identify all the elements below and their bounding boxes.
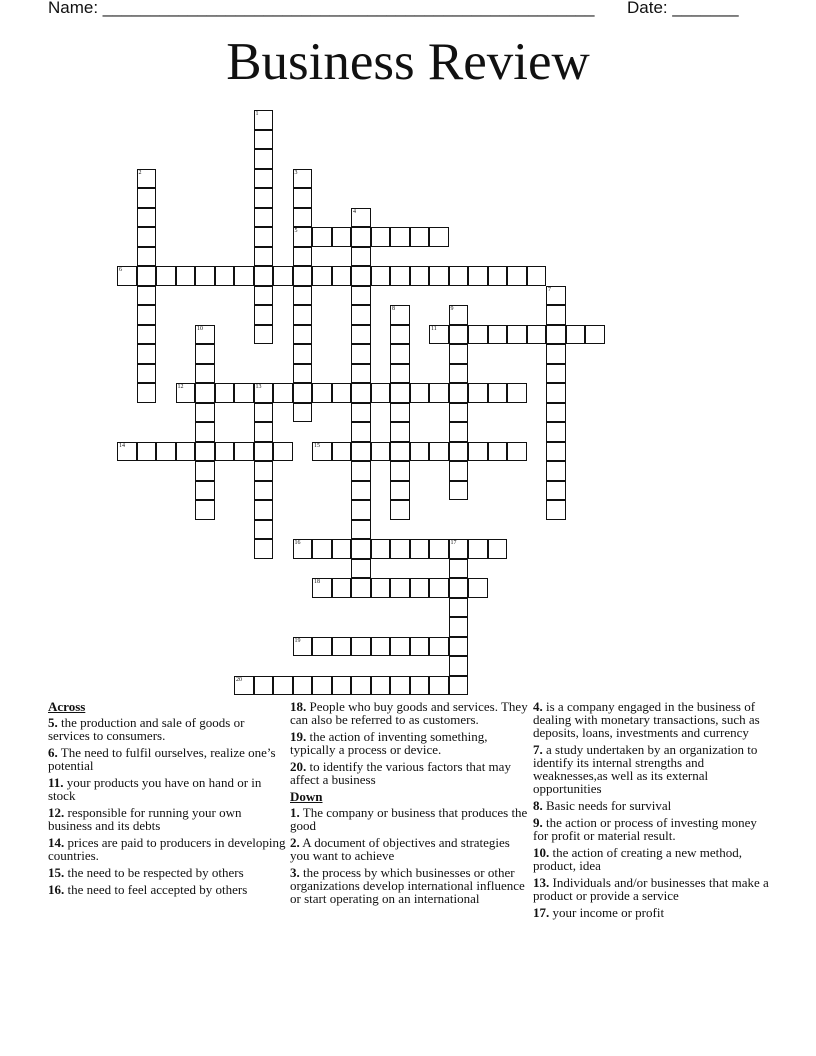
- crossword-cell[interactable]: [410, 266, 430, 286]
- clue-number: 5: [294, 228, 298, 234]
- crossword-cell[interactable]: [371, 266, 391, 286]
- crossword-cell[interactable]: [293, 383, 313, 403]
- clue-text: responsible for running your own business and its debts: [48, 805, 242, 833]
- crossword-cell[interactable]: [468, 383, 488, 403]
- crossword-cell[interactable]: [390, 344, 410, 364]
- crossword-cell[interactable]: [312, 266, 332, 286]
- crossword-cell[interactable]: [449, 364, 469, 384]
- clue-number-label: 1.: [290, 805, 300, 820]
- clue-item: [290, 836, 528, 862]
- clue-number-label: 4.: [533, 699, 543, 714]
- clue-text: your income or profit: [549, 905, 665, 920]
- crossword-cell[interactable]: [117, 266, 137, 286]
- crossword-cell[interactable]: [254, 286, 274, 306]
- crossword-cell[interactable]: [351, 676, 371, 696]
- crossword-cell[interactable]: [390, 500, 410, 520]
- clue-number-label: 5.: [48, 715, 58, 730]
- crossword-cell[interactable]: [351, 227, 371, 247]
- clue-number: 11: [431, 325, 437, 332]
- crossword-cell[interactable]: [234, 442, 254, 462]
- crossword-cell[interactable]: [410, 637, 430, 657]
- crossword-cell[interactable]: [351, 383, 371, 403]
- crossword-cell[interactable]: [371, 578, 391, 598]
- crossword-cell[interactable]: [449, 539, 469, 559]
- crossword-cell[interactable]: [176, 383, 196, 403]
- crossword-cell[interactable]: [371, 637, 391, 657]
- crossword-cell[interactable]: [137, 305, 157, 325]
- clue-text: Individuals and/or businesses that make a product or provide a service: [533, 875, 769, 903]
- clue-number: 4: [353, 208, 356, 215]
- crossword-cell[interactable]: [293, 305, 313, 325]
- clue-item: [48, 746, 286, 772]
- crossword-cell[interactable]: [390, 637, 410, 657]
- crossword-cell[interactable]: [254, 676, 274, 696]
- crossword-cell[interactable]: [254, 461, 274, 481]
- clue-text: to identify the various factors that may affect a business: [290, 759, 511, 787]
- clue-number: 2: [138, 169, 142, 176]
- crossword-cell[interactable]: [195, 344, 215, 364]
- clue-number: 12: [177, 384, 184, 390]
- clue-item: [48, 776, 286, 802]
- crossword-cell[interactable]: [234, 383, 254, 403]
- clue-number: 7: [548, 286, 551, 293]
- crossword-cell[interactable]: [137, 169, 157, 189]
- clue-text: your products you have on hand or in stock: [48, 775, 262, 803]
- crossword-cell[interactable]: [390, 364, 410, 384]
- crossword-cell[interactable]: [351, 500, 371, 520]
- clue-item: [533, 816, 771, 842]
- crossword-cell[interactable]: [429, 442, 449, 462]
- clues-column-2: [290, 700, 528, 909]
- clue-number-label: 17.: [533, 905, 550, 920]
- crossword-cell[interactable]: [546, 364, 566, 384]
- crossword-cell[interactable]: [566, 325, 586, 345]
- crossword-cell[interactable]: [215, 383, 235, 403]
- crossword-cell[interactable]: [390, 325, 410, 345]
- clue-item: [290, 806, 528, 832]
- crossword-cell[interactable]: [449, 442, 469, 462]
- crossword-cell[interactable]: [546, 383, 566, 403]
- crossword-cell[interactable]: [429, 325, 449, 345]
- clue-text: the action or process of investing money for profit or material result.: [533, 815, 757, 843]
- crossword-cell[interactable]: [312, 227, 332, 247]
- crossword-cell[interactable]: [449, 305, 469, 325]
- clue-text: The need to fulfil ourselves, realize one’s potential: [48, 745, 276, 773]
- crossword-cell[interactable]: [429, 266, 449, 286]
- crossword-cell[interactable]: [507, 442, 527, 462]
- clue-number: 15: [314, 442, 320, 449]
- crossword-cell[interactable]: [449, 422, 469, 442]
- clue-number-label: 11.: [48, 775, 64, 790]
- crossword-cell[interactable]: [429, 227, 449, 247]
- crossword-cell[interactable]: [507, 383, 527, 403]
- crossword-cell[interactable]: [332, 578, 352, 598]
- crossword-cell[interactable]: [351, 481, 371, 501]
- crossword-cell[interactable]: [176, 266, 196, 286]
- clue-text: the need to be respected by others: [64, 865, 244, 880]
- crossword-cell[interactable]: [137, 442, 157, 462]
- crossword-cell[interactable]: [390, 539, 410, 559]
- crossword-cell[interactable]: [312, 637, 332, 657]
- crossword-cell[interactable]: [195, 383, 215, 403]
- clue-number: 16: [294, 540, 301, 546]
- crossword-cell[interactable]: [254, 266, 274, 286]
- clue-number: 10: [197, 325, 203, 332]
- crossword-cell[interactable]: [449, 461, 469, 481]
- crossword-cell[interactable]: [312, 676, 332, 696]
- clue-item: [533, 743, 771, 795]
- crossword-cell[interactable]: [137, 383, 157, 403]
- page-title: Business Review: [226, 33, 590, 91]
- crossword-cell[interactable]: [390, 676, 410, 696]
- crossword-cell[interactable]: [390, 422, 410, 442]
- clue-number: 13: [255, 384, 262, 390]
- crossword-cell[interactable]: [429, 578, 449, 598]
- clue-number-label: 7.: [533, 742, 543, 757]
- crossword-cell[interactable]: [371, 442, 391, 462]
- crossword-cell[interactable]: [254, 149, 274, 169]
- crossword-cell[interactable]: [410, 539, 430, 559]
- clue-text: a study undertaken by an organization to identify its internal strengths and weaknesses,as well as its external opportunities: [533, 742, 758, 796]
- crossword-cell[interactable]: [195, 403, 215, 423]
- clue-item: [290, 700, 528, 726]
- clue-item: [290, 760, 528, 786]
- crossword-cell[interactable]: [195, 481, 215, 501]
- crossword-cell[interactable]: [273, 383, 293, 403]
- clue-number: 9: [450, 306, 454, 312]
- clue-item: [533, 700, 771, 739]
- crossword-cell[interactable]: [332, 442, 352, 462]
- crossword-cell[interactable]: [195, 325, 215, 345]
- crossword-cell[interactable]: [254, 481, 274, 501]
- crossword-cell[interactable]: [137, 266, 157, 286]
- crossword-cell[interactable]: [156, 442, 176, 462]
- clue-text: the process by which businesses or other organizations develop international influence or start operating on an international: [290, 865, 525, 906]
- clue-number: 1: [255, 111, 259, 117]
- crossword-cell[interactable]: [156, 266, 176, 286]
- date-field: Date: _______: [627, 0, 739, 17]
- clue-number-label: 18.: [290, 699, 307, 714]
- clue-item: [290, 730, 528, 756]
- crossword-cell[interactable]: [351, 461, 371, 481]
- crossword-cell[interactable]: [351, 208, 371, 228]
- crossword-cell[interactable]: [254, 169, 274, 189]
- crossword-cell[interactable]: [254, 520, 274, 540]
- crossword-cell[interactable]: [312, 442, 332, 462]
- crossword-cell[interactable]: [254, 539, 274, 559]
- crossword-cell[interactable]: [390, 403, 410, 423]
- down-heading: Down: [290, 789, 323, 804]
- crossword-cell[interactable]: [371, 227, 391, 247]
- crossword-cell[interactable]: [351, 637, 371, 657]
- clue-text: is a company engaged in the business of dealing with monetary transactions, such as deposits, loans, investments and currency: [533, 699, 760, 740]
- crossword-cell[interactable]: [117, 442, 137, 462]
- crossword-cell[interactable]: [195, 461, 215, 481]
- crossword-cell[interactable]: [254, 325, 274, 345]
- crossword-cell[interactable]: [429, 383, 449, 403]
- crossword-cell[interactable]: [488, 383, 508, 403]
- crossword-cell[interactable]: [449, 598, 469, 618]
- crossword-cell[interactable]: [546, 481, 566, 501]
- clue-number-label: 16.: [48, 882, 65, 897]
- crossword-cell[interactable]: [527, 266, 547, 286]
- crossword-cell[interactable]: [468, 266, 488, 286]
- crossword-cell[interactable]: [410, 578, 430, 598]
- crossword-cell[interactable]: [293, 325, 313, 345]
- crossword-cell[interactable]: [546, 500, 566, 520]
- crossword-cell[interactable]: [137, 286, 157, 306]
- clue-text: the need to feel accepted by others: [64, 882, 248, 897]
- clue-number-label: 15.: [48, 865, 65, 880]
- clue-text: People who buy goods and services. They can also be referred to as customers.: [290, 699, 528, 727]
- crossword-cell[interactable]: [507, 266, 527, 286]
- crossword-cell[interactable]: [195, 442, 215, 462]
- crossword-cell[interactable]: [488, 266, 508, 286]
- crossword-cell[interactable]: [449, 559, 469, 579]
- clue-text: the production and sale of goods or services to consumers.: [48, 715, 245, 743]
- crossword-cell[interactable]: [546, 442, 566, 462]
- crossword-cell[interactable]: [488, 539, 508, 559]
- clue-text: Basic needs for survival: [542, 798, 672, 813]
- crossword-cell[interactable]: [390, 266, 410, 286]
- crossword-cell[interactable]: [254, 188, 274, 208]
- name-field: Name: ____________________________________________________: [48, 0, 595, 17]
- clue-number: 8: [392, 306, 395, 312]
- crossword-cell[interactable]: [293, 247, 313, 267]
- crossword-cell[interactable]: [429, 637, 449, 657]
- crossword-cell[interactable]: [390, 305, 410, 325]
- crossword-cell[interactable]: [429, 539, 449, 559]
- crossword-cell[interactable]: [546, 286, 566, 306]
- crossword-cell[interactable]: [507, 325, 527, 345]
- clues-column-3: [533, 700, 771, 923]
- crossword-cell[interactable]: [449, 403, 469, 423]
- crossword-cell[interactable]: [351, 539, 371, 559]
- crossword-cell[interactable]: [137, 364, 157, 384]
- clues-column-1: [48, 700, 286, 900]
- crossword-cell[interactable]: [293, 403, 313, 423]
- crossword-cell[interactable]: [234, 676, 254, 696]
- clue-number-label: 8.: [533, 798, 543, 813]
- crossword-cell[interactable]: [468, 578, 488, 598]
- crossword-cell[interactable]: [293, 364, 313, 384]
- crossword-cell[interactable]: [332, 227, 352, 247]
- crossword-cell[interactable]: [371, 383, 391, 403]
- crossword-cell[interactable]: [449, 617, 469, 637]
- crossword-cell[interactable]: [390, 383, 410, 403]
- crossword-cell[interactable]: [410, 383, 430, 403]
- crossword-cell[interactable]: [254, 227, 274, 247]
- crossword-cell[interactable]: [546, 344, 566, 364]
- crossword-cell[interactable]: [176, 442, 196, 462]
- crossword-cell[interactable]: [449, 325, 469, 345]
- crossword-cell[interactable]: [390, 481, 410, 501]
- crossword-cell[interactable]: [234, 266, 254, 286]
- crossword-cell[interactable]: [293, 637, 313, 657]
- crossword-cell[interactable]: [273, 266, 293, 286]
- clue-number-label: 13.: [533, 875, 550, 890]
- clue-item: [48, 836, 286, 862]
- crossword-cell[interactable]: [449, 344, 469, 364]
- crossword-cell[interactable]: [468, 325, 488, 345]
- across-heading: Across: [48, 699, 86, 714]
- clue-item: [533, 906, 771, 919]
- crossword-cell[interactable]: [254, 500, 274, 520]
- crossword-cell[interactable]: [254, 403, 274, 423]
- crossword-cell[interactable]: [254, 305, 274, 325]
- crossword-cell[interactable]: [546, 422, 566, 442]
- crossword-cell[interactable]: [254, 130, 274, 150]
- clue-number-label: 14.: [48, 835, 65, 850]
- crossword-cell[interactable]: [332, 539, 352, 559]
- crossword-cell[interactable]: [527, 325, 547, 345]
- clue-number: 19: [294, 637, 301, 644]
- clue-number: 14: [119, 442, 125, 449]
- clue-number-label: 19.: [290, 729, 307, 744]
- crossword-cell[interactable]: [293, 266, 313, 286]
- crossword-cell[interactable]: [546, 325, 566, 345]
- crossword-cell[interactable]: [137, 247, 157, 267]
- crossword-cell[interactable]: [293, 286, 313, 306]
- crossword-cell[interactable]: [332, 266, 352, 286]
- crossword-cell[interactable]: [468, 539, 488, 559]
- crossword-cell[interactable]: [449, 266, 469, 286]
- crossword-cell[interactable]: [215, 442, 235, 462]
- crossword-cell[interactable]: [449, 578, 469, 598]
- crossword-cell[interactable]: [546, 305, 566, 325]
- clue-number-label: 3.: [290, 865, 300, 880]
- crossword-cell[interactable]: [390, 461, 410, 481]
- crossword-cell[interactable]: [351, 266, 371, 286]
- clue-item: [533, 846, 771, 872]
- crossword-cell[interactable]: [371, 539, 391, 559]
- crossword-cell[interactable]: [351, 325, 371, 345]
- clue-text: the action of inventing something, typically a process or device.: [290, 729, 488, 757]
- crossword-cell[interactable]: [293, 208, 313, 228]
- crossword-cell[interactable]: [390, 442, 410, 462]
- clue-text: prices are paid to producers in developing countries.: [48, 835, 286, 863]
- crossword-cell[interactable]: [254, 110, 274, 130]
- crossword-cell[interactable]: [254, 247, 274, 267]
- crossword-cell[interactable]: [390, 578, 410, 598]
- crossword-cell[interactable]: [410, 227, 430, 247]
- clue-text: A document of objectives and strategies you want to achieve: [290, 835, 510, 863]
- clue-item: [533, 799, 771, 812]
- clue-number-label: 10.: [533, 845, 550, 860]
- crossword-cell[interactable]: [137, 325, 157, 345]
- crossword-cell[interactable]: [351, 559, 371, 579]
- crossword-cell[interactable]: [332, 383, 352, 403]
- clue-item: [48, 806, 286, 832]
- clue-item: [48, 866, 286, 879]
- crossword-cell[interactable]: [195, 422, 215, 442]
- crossword-cell[interactable]: [332, 676, 352, 696]
- clue-number: 20: [236, 676, 242, 683]
- clue-number: 18: [314, 579, 320, 585]
- crossword-cell[interactable]: [546, 403, 566, 423]
- crossword-cell[interactable]: [488, 442, 508, 462]
- clue-item: [48, 883, 286, 896]
- crossword-cell[interactable]: [254, 383, 274, 403]
- crossword-cell[interactable]: [351, 422, 371, 442]
- clue-text: The company or business that produces the good: [290, 805, 528, 833]
- crossword-cell[interactable]: [410, 442, 430, 462]
- crossword-cell[interactable]: [137, 344, 157, 364]
- crossword-cell[interactable]: [293, 188, 313, 208]
- crossword-cell[interactable]: [293, 539, 313, 559]
- crossword-cell[interactable]: [195, 266, 215, 286]
- crossword-cell[interactable]: [351, 305, 371, 325]
- crossword-cell[interactable]: [137, 208, 157, 228]
- crossword-cell[interactable]: [254, 442, 274, 462]
- clue-number-label: 12.: [48, 805, 65, 820]
- crossword-cell[interactable]: [293, 676, 313, 696]
- crossword-cell[interactable]: [137, 227, 157, 247]
- clue-number: 6: [119, 267, 122, 273]
- crossword-cell[interactable]: [351, 520, 371, 540]
- crossword-cell[interactable]: [273, 676, 293, 696]
- crossword-cell[interactable]: [312, 578, 332, 598]
- crossword-cell[interactable]: [546, 461, 566, 481]
- crossword-cell[interactable]: [254, 208, 274, 228]
- clue-number-label: 2.: [290, 835, 300, 850]
- crossword-cell[interactable]: [449, 383, 469, 403]
- crossword-cell[interactable]: [449, 637, 469, 657]
- crossword-cell[interactable]: [293, 227, 313, 247]
- crossword-cell[interactable]: [215, 266, 235, 286]
- crossword-cell[interactable]: [312, 383, 332, 403]
- crossword-cell[interactable]: [449, 656, 469, 676]
- crossword-cell[interactable]: [351, 344, 371, 364]
- crossword-cell[interactable]: [449, 676, 469, 696]
- crossword-cell[interactable]: [410, 676, 430, 696]
- clue-number: 17: [450, 540, 457, 546]
- crossword-cell[interactable]: [351, 286, 371, 306]
- crossword-cell[interactable]: [371, 676, 391, 696]
- clue-item: [290, 866, 528, 905]
- clue-number-label: 9.: [533, 815, 543, 830]
- crossword-cell[interactable]: [293, 344, 313, 364]
- crossword-cell[interactable]: [468, 442, 488, 462]
- crossword-cell[interactable]: [390, 227, 410, 247]
- crossword-cell[interactable]: [312, 539, 332, 559]
- crossword-cell[interactable]: [488, 325, 508, 345]
- crossword-cell[interactable]: [449, 481, 469, 501]
- clue-item: [533, 876, 771, 902]
- crossword-cell[interactable]: [351, 403, 371, 423]
- crossword-cell[interactable]: [351, 364, 371, 384]
- clue-number: 3: [294, 169, 298, 176]
- crossword-cell[interactable]: [429, 676, 449, 696]
- clue-number-label: 20.: [290, 759, 307, 774]
- clue-item: [48, 716, 286, 742]
- clue-text: the action of creating a new method, product, idea: [533, 845, 743, 873]
- crossword-cell[interactable]: [351, 247, 371, 267]
- crossword-cell[interactable]: [254, 422, 274, 442]
- crossword-cell[interactable]: [195, 364, 215, 384]
- crossword-cell[interactable]: [351, 578, 371, 598]
- clue-number-label: 6.: [48, 745, 58, 760]
- crossword-cell[interactable]: [332, 637, 352, 657]
- crossword-cell[interactable]: [351, 442, 371, 462]
- crossword-cell[interactable]: [585, 325, 605, 345]
- crossword-cell[interactable]: [195, 500, 215, 520]
- crossword-cell[interactable]: [137, 188, 157, 208]
- crossword-cell[interactable]: [273, 442, 293, 462]
- crossword-cell[interactable]: [293, 169, 313, 189]
